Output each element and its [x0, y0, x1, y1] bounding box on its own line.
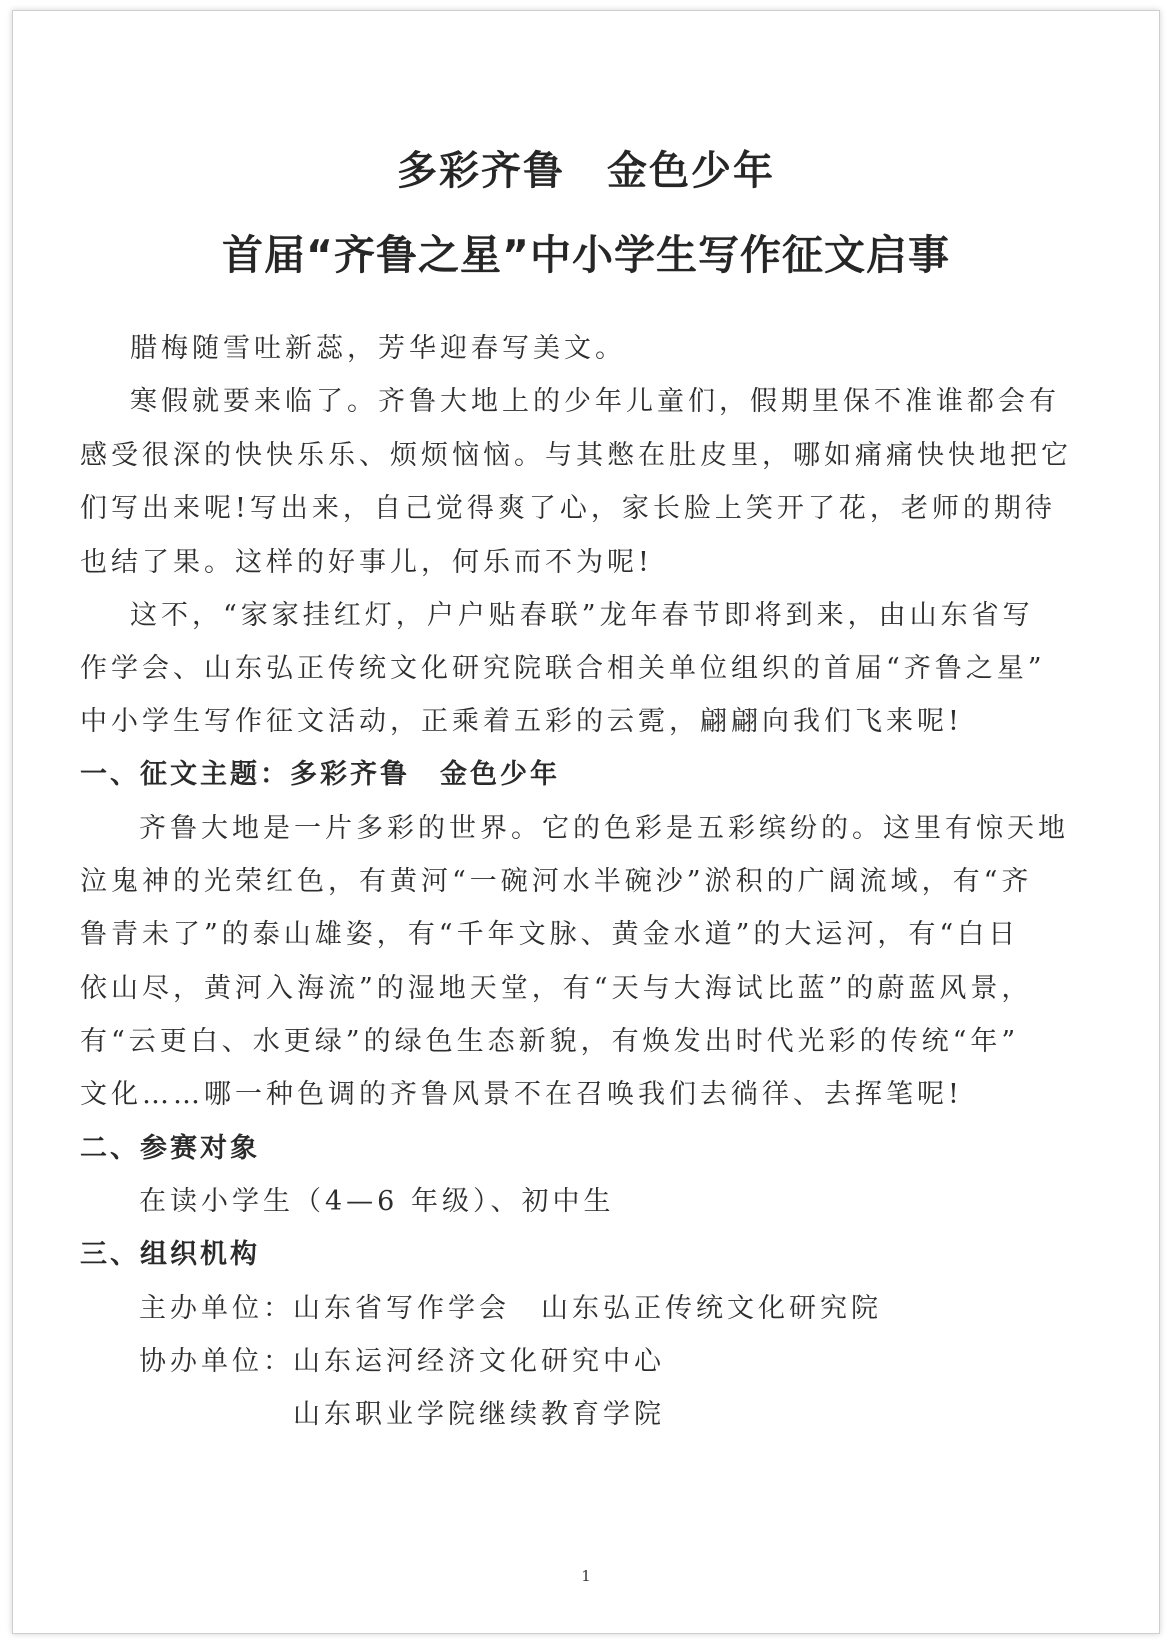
- section-2-heading: 二、参赛对象: [80, 1133, 260, 1164]
- section-3-heading: 三、组织机构: [80, 1239, 260, 1270]
- intro-line-8: 中小学生写作征文活动，正乘着五彩的云霓，翩翩向我们飞来呢!: [80, 706, 963, 737]
- section-1-line-6: 文化……哪一种色调的齐鲁风景不在召唤我们去徜徉、去挥笔呢!: [80, 1079, 963, 1110]
- section-1-line-3: 鲁青未了”的泰山雄姿，有“千年文脉、黄金水道”的大运河，有“白日: [80, 919, 1020, 950]
- co-organizer-value-1: 山东运河经济文化研究中心: [293, 1346, 665, 1377]
- page-number: 1: [581, 1567, 591, 1585]
- host-value: 山东省写作学会 山东弘正传统文化研究院: [293, 1293, 882, 1324]
- section-1-line-2: 泣鬼神的光荣红色，有黄河“一碗河水半碗沙”淤积的广阔流域，有“齐: [80, 866, 1033, 897]
- host-label: 主办单位：: [139, 1293, 294, 1324]
- intro-line-5: 也结了果。这样的好事儿，何乐而不为呢!: [80, 547, 653, 578]
- intro-line-1: 腊梅随雪吐新蕊，芳华迎春写美文。: [130, 333, 626, 364]
- section-1-line-5: 有“云更白、水更绿”的绿色生态新貌，有焕发出时代光彩的传统“年”: [80, 1026, 1020, 1057]
- intro-line-2: 寒假就要来临了。齐鲁大地上的少年儿童们，假期里保不准谁都会有: [130, 386, 1060, 417]
- intro-line-3: 感受很深的快快乐乐、烦烦恼恼。与其憋在肚皮里，哪如痛痛快快地把它: [80, 440, 1072, 471]
- section-1-heading: 一、征文主题：多彩齐鲁 金色少年: [80, 759, 560, 790]
- title-line-1: 多彩齐鲁 金色少年: [397, 148, 775, 194]
- section-2-line: 在读小学生（4—6 年级）、初中生: [139, 1186, 615, 1217]
- section-1-line-1: 齐鲁大地是一片多彩的世界。它的色彩是五彩缤纷的。这里有惊天地: [139, 813, 1069, 844]
- co-organizer-label: 协办单位：: [139, 1346, 294, 1377]
- intro-line-7: 作学会、山东弘正传统文化研究院联合相关单位组织的首届“齐鲁之星”: [80, 653, 1046, 684]
- intro-line-6: 这不，“家家挂红灯，户户贴春联”龙年春节即将到来，由山东省写: [130, 600, 1034, 631]
- intro-line-4: 们写出来呢!写出来，自己觉得爽了心，家长脸上笑开了花，老师的期待: [80, 493, 1056, 524]
- title-line-2: 首届“齐鲁之星”中小学生写作征文启事: [222, 231, 950, 279]
- section-1-line-4: 依山尽，黄河入海流”的湿地天堂，有“天与大海试比蓝”的蔚蓝风景，: [80, 973, 1033, 1004]
- document-page: [12, 10, 1160, 1634]
- co-organizer-value-2: 山东职业学院继续教育学院: [293, 1399, 665, 1430]
